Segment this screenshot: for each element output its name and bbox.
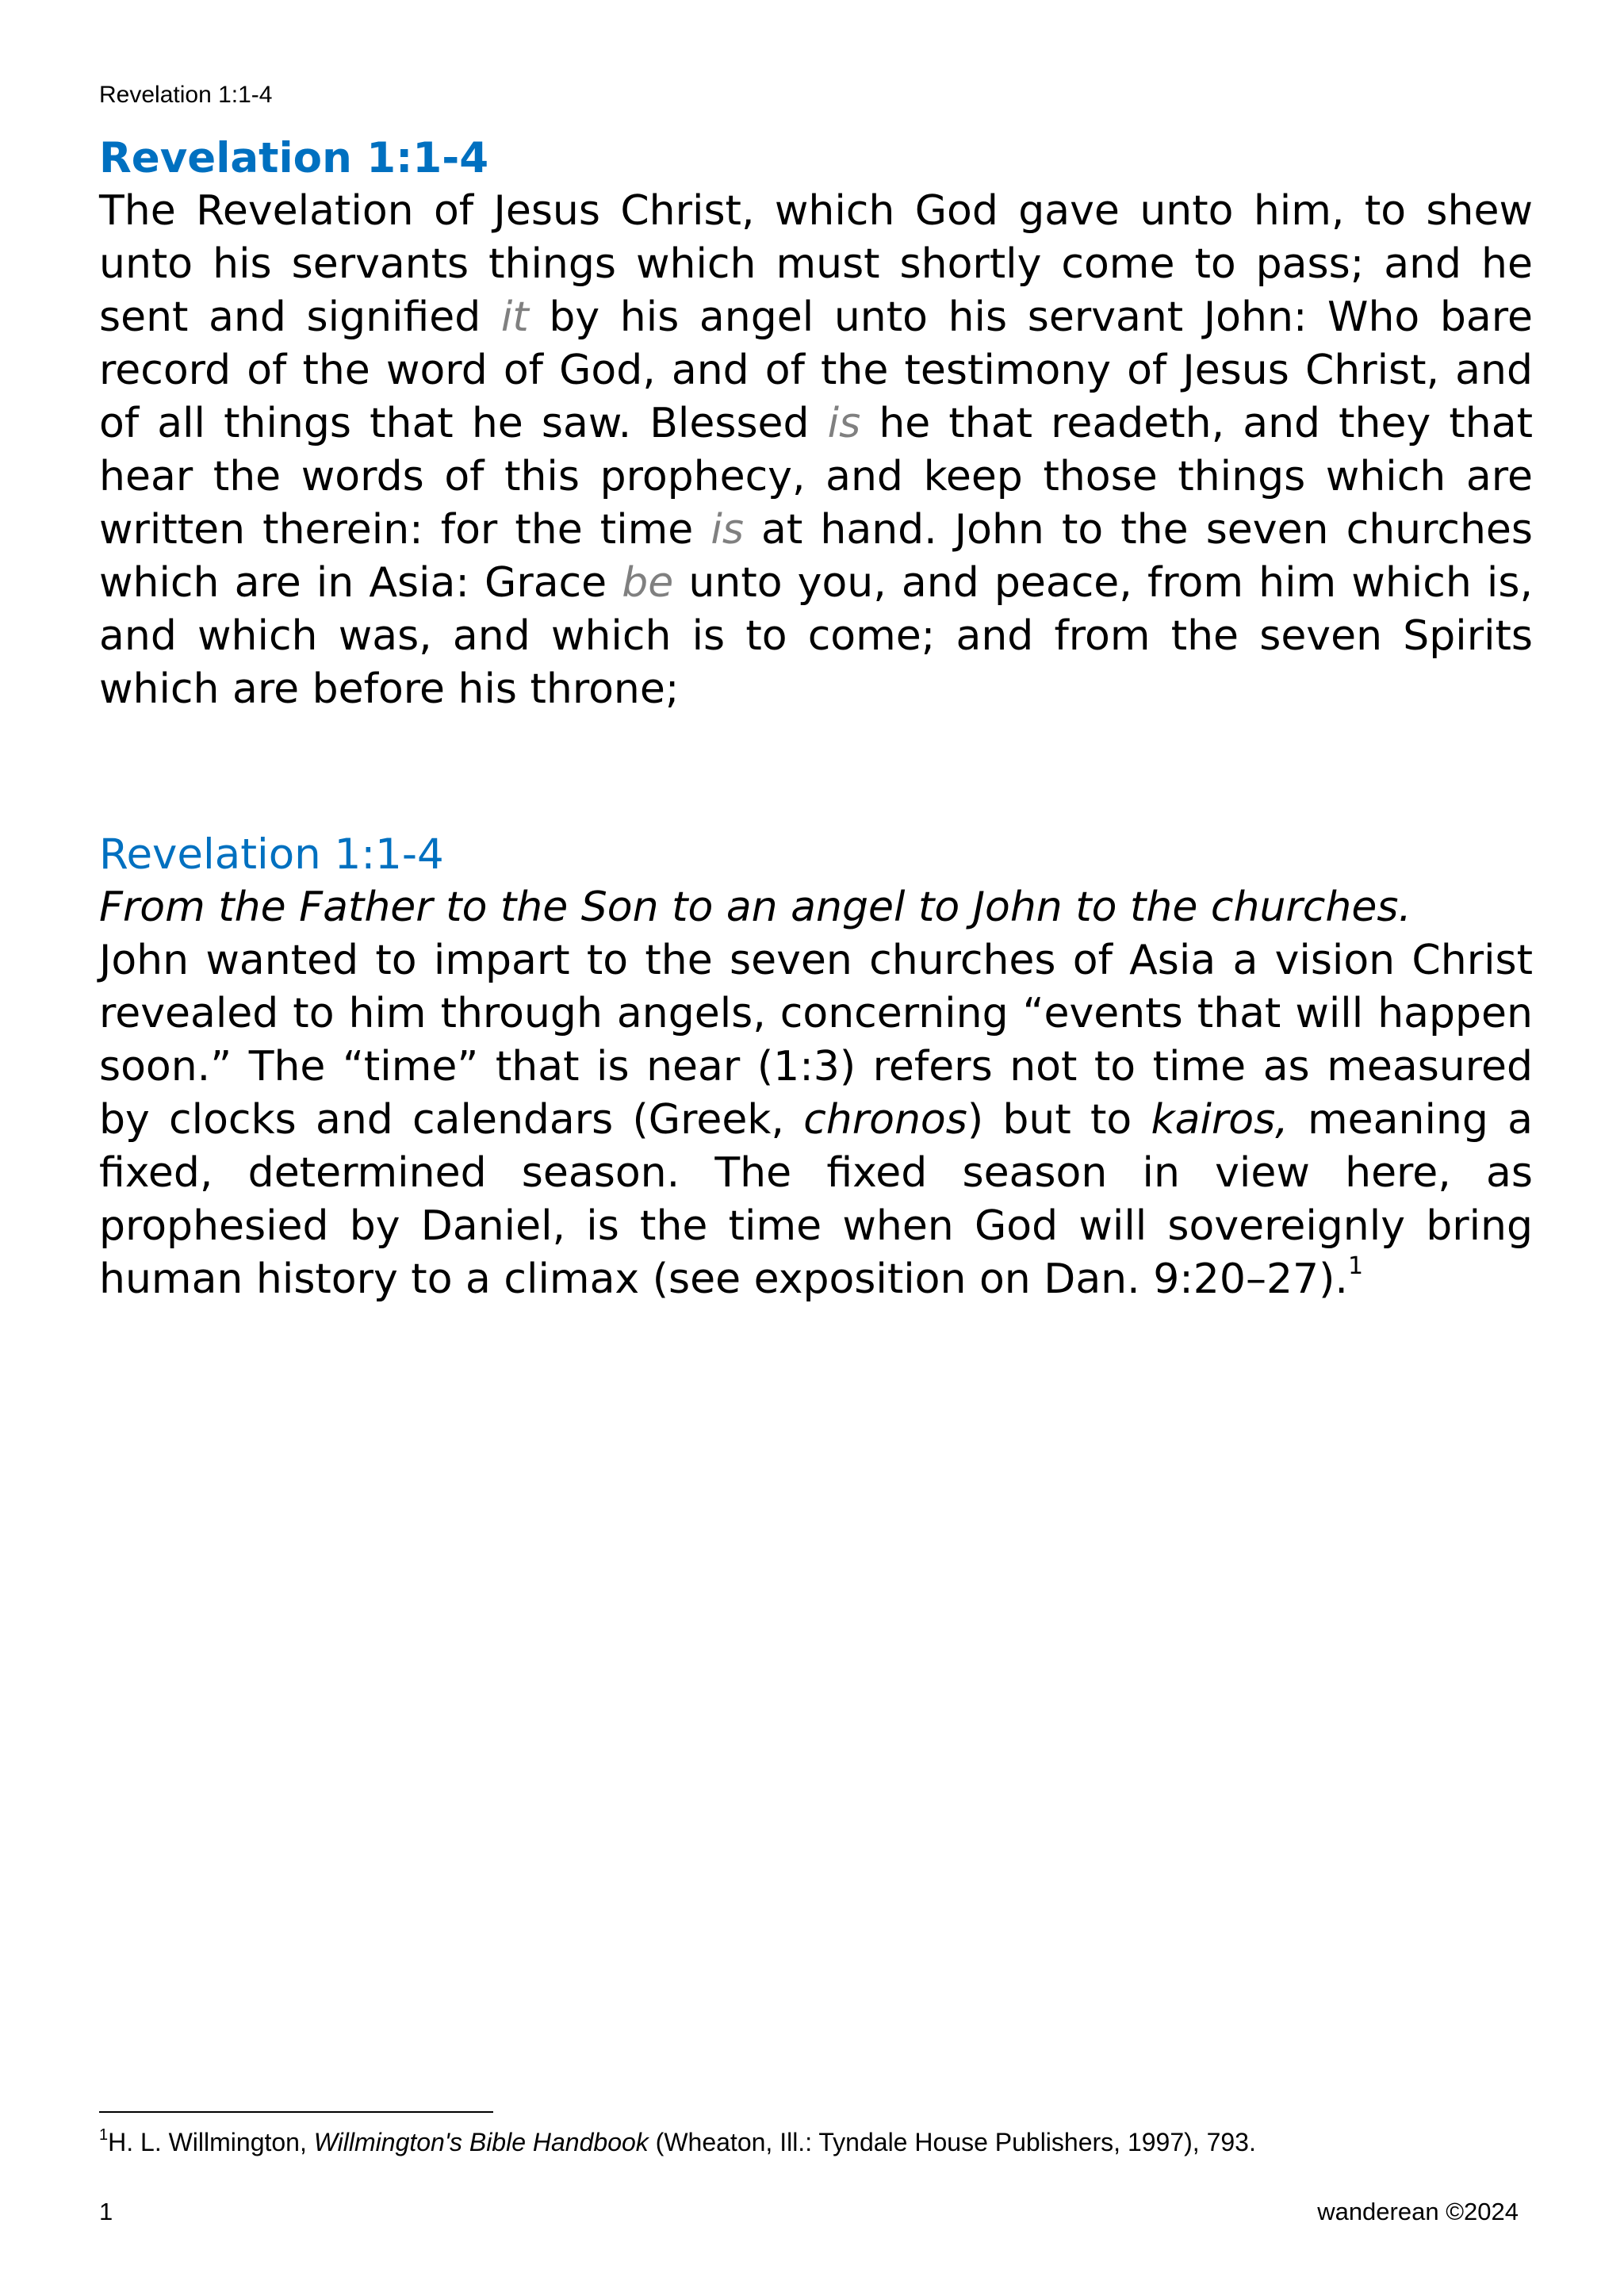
supplied-word: is — [827, 400, 861, 447]
footnote-reference[interactable]: 1 — [1347, 1252, 1364, 1280]
passage-text-part: at hand. John to the seven churches which are in Asia: Grace — [99, 506, 1533, 607]
copyright-notice: wanderean ©2024 — [1317, 2198, 1519, 2225]
footnote-mark: 1 — [99, 2126, 109, 2144]
passage-text — [99, 185, 1533, 716]
commentary-summary: From the Father to the Son to an angel to John to the churches. — [99, 884, 1411, 931]
supplied-word: it — [500, 293, 529, 341]
passage-text-part: unto you, and peace, from him which is, and which was, and which is to come; and from the seven Spirits which are before his throne; — [99, 559, 1533, 713]
commentary-section — [99, 828, 1533, 1306]
footnote-author: H. L. Willmington, — [108, 2128, 314, 2156]
footnote-title: Willmington's Bible Handbook — [313, 2128, 649, 2156]
greek-term: chronos — [803, 1096, 967, 1144]
commentary-text-part: ) but to — [967, 1096, 1151, 1144]
footnote-publication: (Wheaton, Ill.: Tyndale House Publishers, 1997), 793. — [648, 2128, 1256, 2156]
commentary-heading: Revelation 1:1-4 — [99, 830, 444, 879]
scripture-passage — [99, 132, 1533, 716]
page-number: 1 — [99, 2198, 113, 2225]
passage-text-part: The Revelation of Jesus Christ, which God gave unto him, to shew unto his servants things which must shortly come to pass; and he sent and signified — [99, 187, 1533, 341]
footnote — [99, 2126, 1256, 2158]
passage-heading: Revelation 1:1-4 — [99, 134, 489, 182]
passage-text-part: by his angel unto his servant John: Who bare record of the word of God, and of the testimony of Jesus Christ, and of all things that he saw. Blessed — [99, 293, 1533, 447]
passage-text-part: he that readeth, and they that hear the words of this prophecy, and keep those things which are written therein: for the time — [99, 400, 1534, 554]
running-head: Revelation 1:1-4 — [99, 82, 273, 108]
commentary-text-part: John wanted to impart to the seven churches of Asia a vision Christ revealed to him through angels, concerning “events that will happen soon.” The “time” that is near (1:3) refers not to time as measured by clocks and calendars (Greek, — [99, 937, 1533, 1144]
footnote-separator — [99, 2111, 493, 2113]
supplied-word: is — [710, 506, 744, 554]
commentary-text — [99, 934, 1533, 1306]
commentary-text-part: meaning a fixed, determined season. The fixed season in view here, as prophesied by Daniel, is the time when God will sovereignly bring human history to a climax (see exposition on Dan. 9:20–27). — [99, 1096, 1533, 1303]
greek-term: kairos, — [1151, 1096, 1289, 1144]
supplied-word: be — [622, 559, 674, 607]
